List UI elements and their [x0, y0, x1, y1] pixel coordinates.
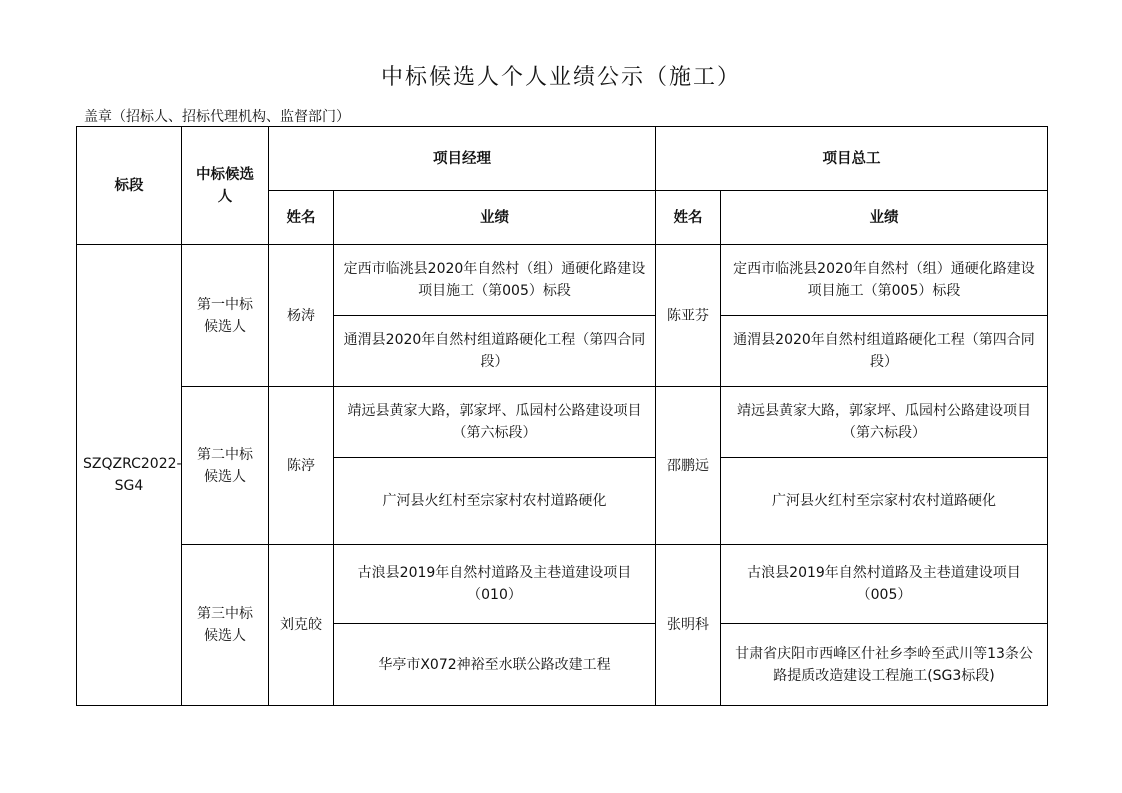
ce-name: 张明科 [656, 545, 721, 706]
ce-performance: 靖远县黄家大路，郭家坪、瓜园村公路建设项目（第六标段） [721, 387, 1048, 458]
page-title: 中标候选人个人业绩公示（施工） [380, 65, 741, 90]
table-row [77, 245, 1048, 316]
pm-performance: 通渭县2020年自然村组道路硬化工程（第四合同段） [334, 316, 656, 387]
pm-performance: 古浪县2019年自然村道路及主巷道建设项目（010） [334, 545, 656, 624]
performance-table [76, 126, 1048, 706]
pm-performance: 华亭市X072神裕至水联公路改建工程 [334, 624, 656, 706]
candidate-rank: 第一中标候选人 [182, 245, 269, 387]
header-chief-engineer: 项目总工 [656, 127, 1048, 191]
header-pm-performance: 业绩 [334, 191, 656, 245]
ce-performance: 古浪县2019年自然村道路及主巷道建设项目（005） [721, 545, 1048, 624]
candidate-rank: 第三中标候选人 [182, 545, 269, 706]
ce-performance: 定西市临洮县2020年自然村（组）通硬化路建设项目施工（第005）标段 [721, 245, 1048, 316]
pm-performance: 定西市临洮县2020年自然村（组）通硬化路建设项目施工（第005）标段 [334, 245, 656, 316]
stamp-note: 盖章（招标人、招标代理机构、监督部门） [84, 109, 350, 125]
pm-performance: 靖远县黄家大路，郭家坪、瓜园村公路建设项目（第六标段） [334, 387, 656, 458]
table-row [77, 545, 1048, 624]
header-pm-name: 姓名 [269, 191, 334, 245]
header-ce-performance: 业绩 [721, 191, 1048, 245]
ce-performance: 甘肃省庆阳市西峰区什社乡李岭至武川等13条公路提质改造建设工程施工(SG3标段) [721, 624, 1048, 706]
section-cell: SZQZRC2022-SG4 [77, 245, 182, 706]
table-row [77, 387, 1048, 458]
ce-performance: 广河县火红村至宗家村农村道路硬化 [721, 458, 1048, 545]
pm-name: 杨涛 [269, 245, 334, 387]
header-row-1 [77, 127, 1048, 191]
pm-name: 陈渟 [269, 387, 334, 545]
ce-name: 陈亚芬 [656, 245, 721, 387]
header-ce-name: 姓名 [656, 191, 721, 245]
header-section: 标段 [77, 127, 182, 245]
header-project-manager: 项目经理 [269, 127, 656, 191]
ce-name: 邵鹏远 [656, 387, 721, 545]
header-candidate: 中标候选人 [182, 127, 269, 245]
pm-name: 刘克皎 [269, 545, 334, 706]
ce-performance: 通渭县2020年自然村组道路硬化工程（第四合同段） [721, 316, 1048, 387]
pm-performance: 广河县火红村至宗家村农村道路硬化 [334, 458, 656, 545]
candidate-rank: 第二中标候选人 [182, 387, 269, 545]
